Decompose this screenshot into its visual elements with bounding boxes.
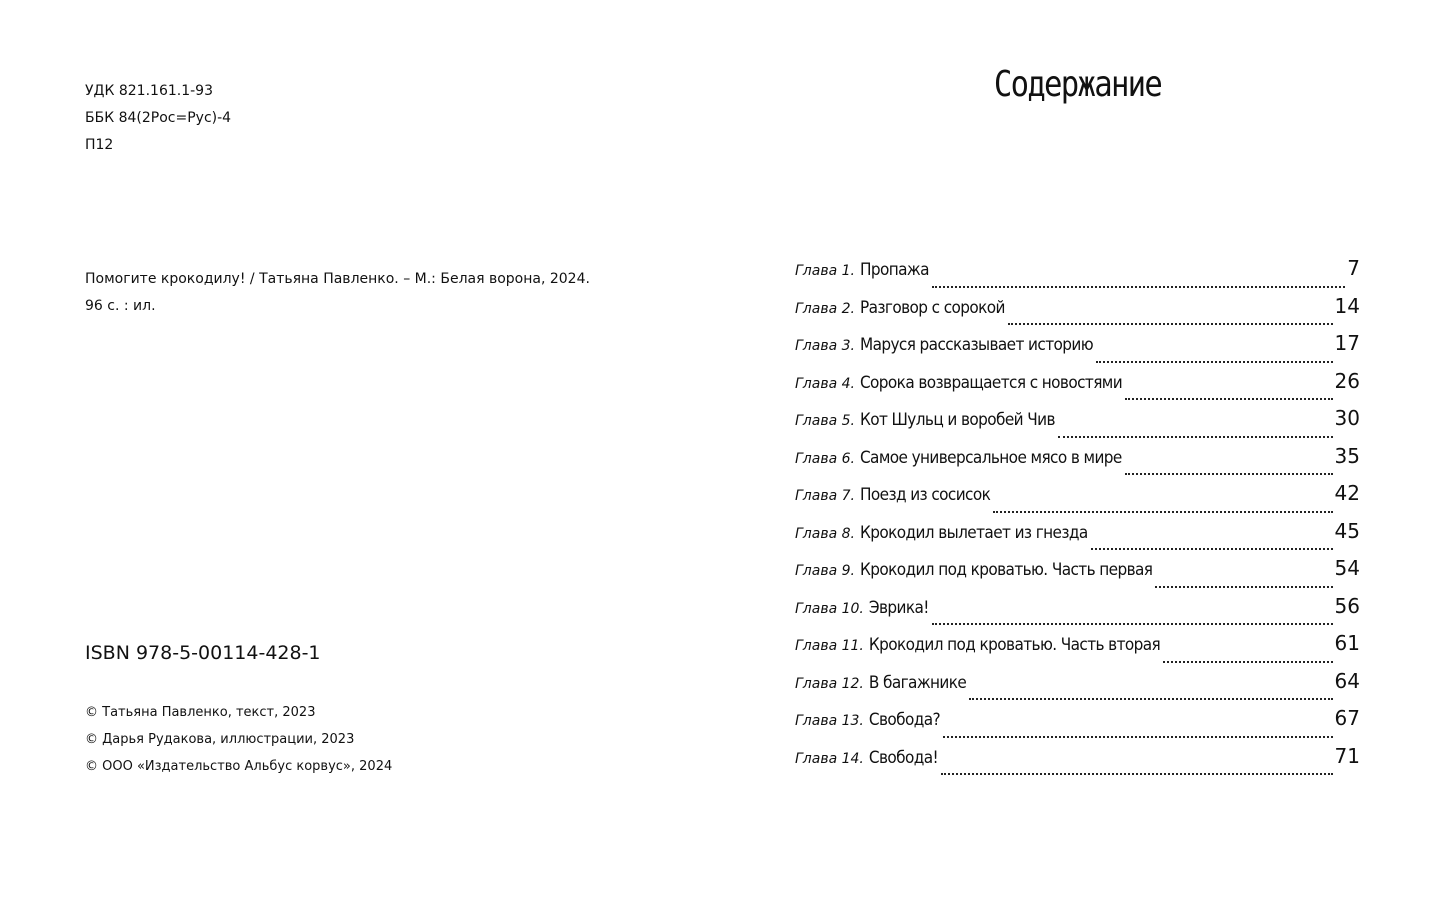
chapter-label: Глава 9. bbox=[795, 563, 855, 579]
udc-code: УДК 821.161.1-93 bbox=[85, 83, 213, 99]
bib-description: Помогите крокодилу! / Татьяна Павленко. – М.: Белая ворона, 2024. bbox=[85, 271, 590, 287]
dot-leader bbox=[1096, 361, 1333, 363]
chapter-title: Маруся рассказывает историю bbox=[859, 335, 1093, 355]
chapter-label: Глава 5. bbox=[795, 413, 855, 429]
toc-entry bbox=[795, 519, 1360, 557]
chapter-label: Глава 3. bbox=[795, 338, 855, 354]
dot-leader bbox=[943, 736, 1333, 738]
copyright-text: © Татьяна Павленко, текст, 2023 bbox=[85, 705, 316, 720]
chapter-page-number: 30 bbox=[1334, 406, 1360, 430]
chapter-page-number: 56 bbox=[1334, 593, 1360, 618]
dot-leader bbox=[993, 511, 1332, 513]
chapter-label: Глава 1. bbox=[795, 263, 855, 279]
bib-pages: 96 с. : ил. bbox=[85, 298, 156, 314]
chapter-label: Глава 13. bbox=[795, 713, 864, 729]
dot-leader bbox=[932, 286, 1345, 288]
classification-codes bbox=[85, 78, 231, 159]
dot-leader bbox=[1155, 586, 1332, 588]
chapter-title: Пропажа bbox=[859, 260, 929, 280]
toc-entry bbox=[795, 556, 1360, 594]
chapter-page-number: 54 bbox=[1334, 556, 1360, 580]
chapter-page-number: 71 bbox=[1334, 743, 1360, 768]
chapter-page-number: 35 bbox=[1334, 443, 1360, 468]
chapter-title: Крокодил вылетает из гнезда bbox=[859, 522, 1088, 543]
chapter-page-number: 42 bbox=[1334, 481, 1360, 505]
chapter-page-number: 17 bbox=[1334, 331, 1360, 355]
copyright-illustrations: © Дарья Рудакова, иллюстрации, 2023 bbox=[85, 732, 355, 747]
copyright-publisher: © ООО «Издательство Альбус корвус», 2024 bbox=[85, 759, 393, 774]
chapter-page-number: 26 bbox=[1334, 368, 1360, 393]
chapter-label: Глава 2. bbox=[795, 300, 855, 317]
chapter-title: Крокодил под кроватью. Часть вторая bbox=[868, 635, 1161, 655]
toc-entry bbox=[795, 594, 1360, 632]
toc-entry bbox=[795, 406, 1360, 444]
dot-leader bbox=[969, 698, 1332, 700]
chapter-page-number: 14 bbox=[1334, 293, 1360, 318]
dot-leader bbox=[1008, 323, 1333, 325]
chapter-label: Глава 10. bbox=[795, 600, 864, 617]
chapter-label: Глава 8. bbox=[795, 525, 855, 542]
chapter-title: В багажнике bbox=[868, 672, 967, 693]
chapter-page-number: 7 bbox=[1347, 256, 1360, 280]
toc-entry bbox=[795, 744, 1360, 782]
chapter-page-number: 45 bbox=[1334, 518, 1360, 543]
author-mark: П12 bbox=[85, 137, 114, 153]
isbn: ISBN 978-5-00114-428-1 bbox=[85, 642, 321, 664]
chapter-page-number: 67 bbox=[1334, 706, 1360, 730]
toc-entry bbox=[795, 669, 1360, 707]
chapter-label: Глава 7. bbox=[795, 488, 855, 504]
chapter-label: Глава 6. bbox=[795, 450, 855, 467]
contents-page bbox=[795, 0, 1360, 914]
dot-leader bbox=[941, 773, 1333, 775]
bbk-code: ББК 84(2Рос=Рус)-4 bbox=[85, 110, 232, 126]
chapter-page-number: 61 bbox=[1334, 631, 1360, 655]
toc-entry bbox=[795, 256, 1360, 294]
dot-leader bbox=[1058, 436, 1333, 438]
toc-entry bbox=[795, 294, 1360, 332]
chapter-title: Поезд из сосисок bbox=[859, 485, 991, 505]
chapter-label: Глава 11. bbox=[795, 638, 864, 654]
toc-list bbox=[795, 256, 1360, 781]
dot-leader bbox=[1125, 398, 1332, 400]
chapter-title: Свобода! bbox=[868, 747, 938, 768]
imprint-page bbox=[85, 0, 705, 914]
chapter-title: Кот Шульц и воробей Чив bbox=[859, 410, 1055, 430]
chapter-title: Самое универсальное мясо в мире bbox=[859, 447, 1122, 468]
toc-entry bbox=[795, 706, 1360, 744]
chapter-label: Глава 4. bbox=[795, 375, 855, 392]
chapter-page-number: 64 bbox=[1334, 668, 1360, 693]
chapter-title: Свобода? bbox=[868, 710, 940, 730]
toc-entry bbox=[795, 631, 1360, 669]
dot-leader bbox=[1125, 473, 1333, 475]
dot-leader bbox=[932, 623, 1333, 625]
toc-entry bbox=[795, 444, 1360, 482]
chapter-title: Сорока возвращается с новостями bbox=[859, 372, 1123, 393]
toc-entry bbox=[795, 369, 1360, 407]
dot-leader bbox=[1163, 661, 1332, 663]
chapter-title: Крокодил под кроватью. Часть первая bbox=[859, 560, 1153, 580]
bibliographic-record bbox=[85, 266, 590, 320]
chapter-title: Разговор с сорокой bbox=[859, 297, 1005, 318]
toc-entry bbox=[795, 481, 1360, 519]
copyright-block bbox=[85, 699, 392, 780]
chapter-label: Глава 14. bbox=[795, 750, 864, 767]
dot-leader bbox=[1091, 548, 1333, 550]
chapter-title: Эврика! bbox=[868, 597, 929, 618]
toc-title: Содержание bbox=[993, 64, 1162, 105]
toc-entry bbox=[795, 331, 1360, 369]
chapter-label: Глава 12. bbox=[795, 675, 864, 692]
